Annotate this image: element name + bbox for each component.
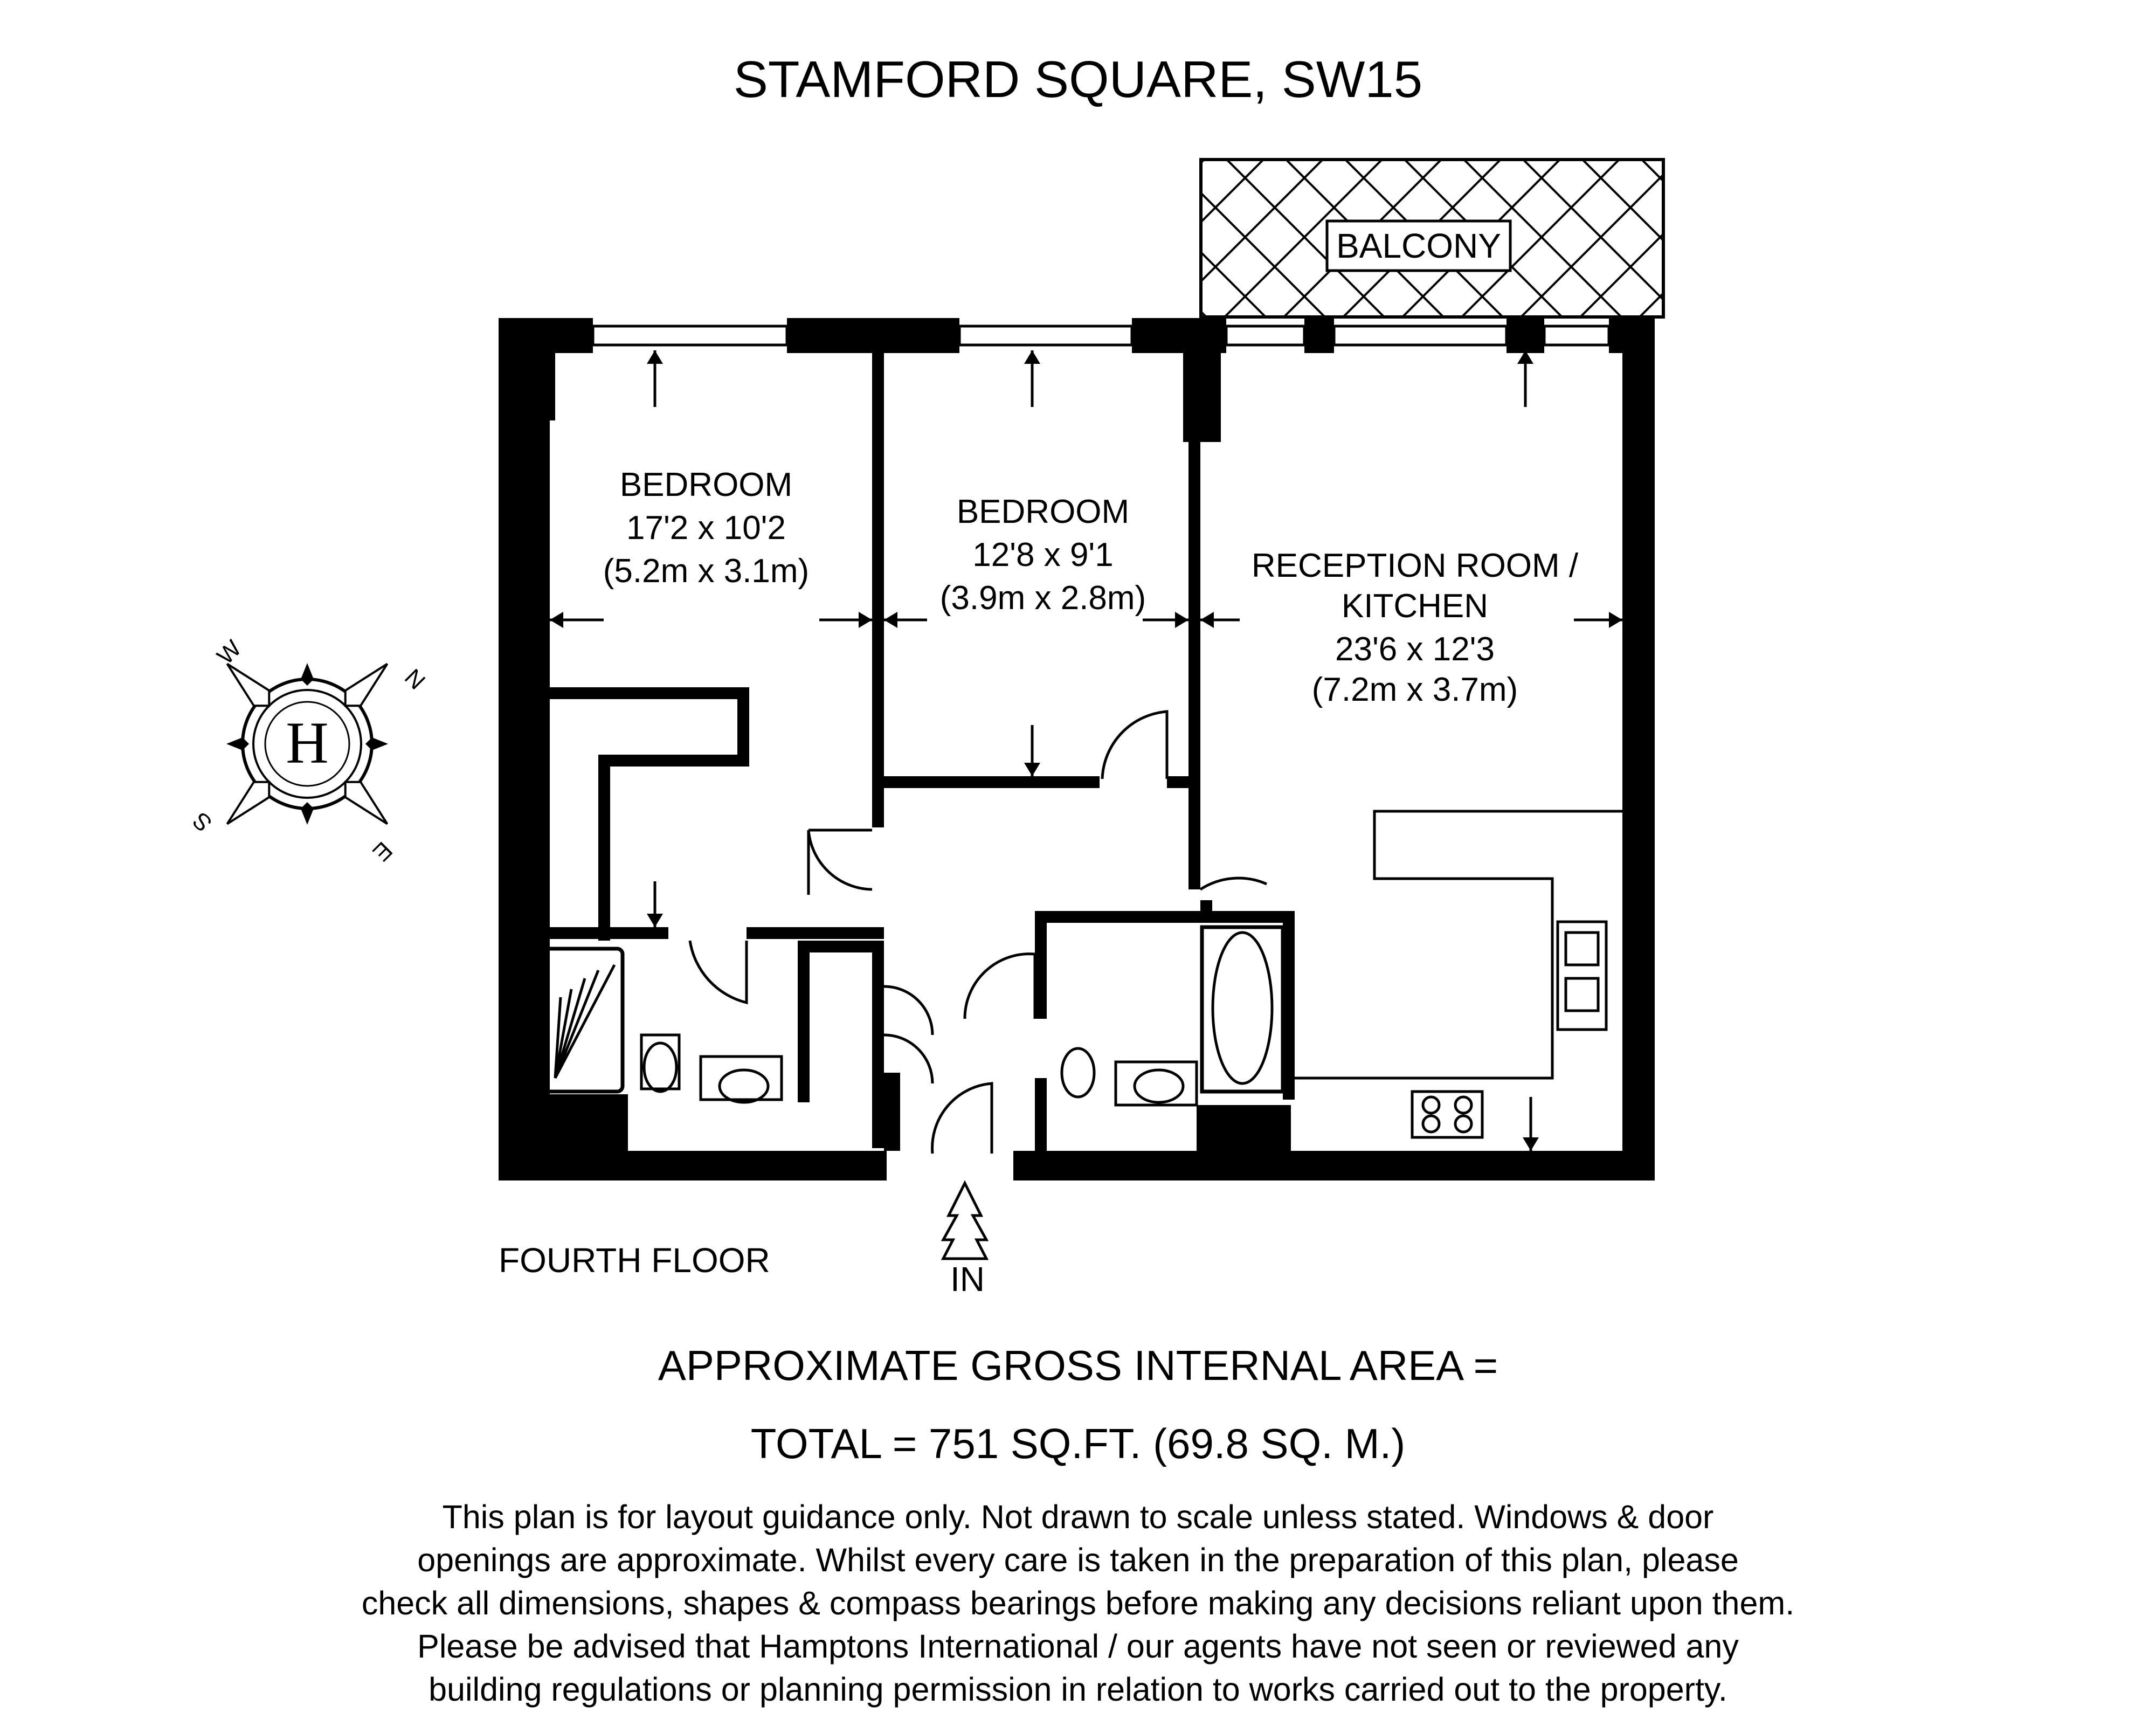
bedroom-2-name: BEDROOM [956,493,1130,530]
room-label-bedroom-2 [940,493,1146,617]
entrance-marker [943,1183,986,1299]
bedroom-2-metric: (3.9m x 2.8m) [939,579,1146,617]
compass-rose [188,635,431,866]
compass-logo-letter: H [286,710,329,776]
disclaimer-line: This plan is for layout guidance only. Not drawn to scale unless stated. Windows & door [442,1499,1714,1535]
reception-metric: (7.2m x 3.7m) [1311,671,1518,708]
bedroom-1-imperial: 17'2 x 10'2 [626,509,786,547]
disclaimer-line: Please be advised that Hamptons International / our agents have not seen or reviewed any [417,1628,1739,1665]
bedroom-1-metric: (5.2m x 3.1m) [603,553,810,590]
balcony [1201,160,1663,317]
disclaimer [362,1499,1794,1708]
area-line-1: APPROXIMATE GROSS INTERNAL AREA = [658,1342,1498,1389]
compass-east: E [367,836,398,867]
page-title: STAMFORD SQUARE, SW15 [733,51,1423,108]
bathroom-1-fittings [534,949,782,1102]
disclaimer-line: check all dimensions, shapes & compass bearings before making any decisions reliant upon them. [361,1585,1795,1621]
room-label-bedroom-1 [603,466,809,590]
room-label-reception [1252,547,1579,708]
entrance-label: IN [950,1260,985,1299]
disclaimer-line: openings are approximate. Whilst every care is taken in the preparation of this plan, please [417,1542,1739,1578]
area-line-2: TOTAL = 751 SQ.FT. (69.8 SQ. M.) [750,1420,1406,1467]
compass-south: S [187,806,218,837]
bathroom-2-fittings [1062,927,1283,1105]
disclaimer-line: building regulations or planning permission in relation to works carried out to the property. [429,1671,1727,1708]
compass-north: N [399,664,431,695]
bedroom-1-name: BEDROOM [619,466,793,503]
kitchen-units [1294,811,1622,1137]
bedroom-2-imperial: 12'8 x 9'1 [972,536,1114,574]
compass-west: W [212,635,247,670]
reception-name-line1: RECEPTION ROOM / [1251,547,1579,584]
floor-label: FOURTH FLOOR [499,1241,770,1280]
reception-imperial: 23'6 x 12'3 [1335,631,1495,668]
reception-name-line2: KITCHEN [1341,588,1489,625]
balcony-label: BALCONY [1336,226,1501,265]
